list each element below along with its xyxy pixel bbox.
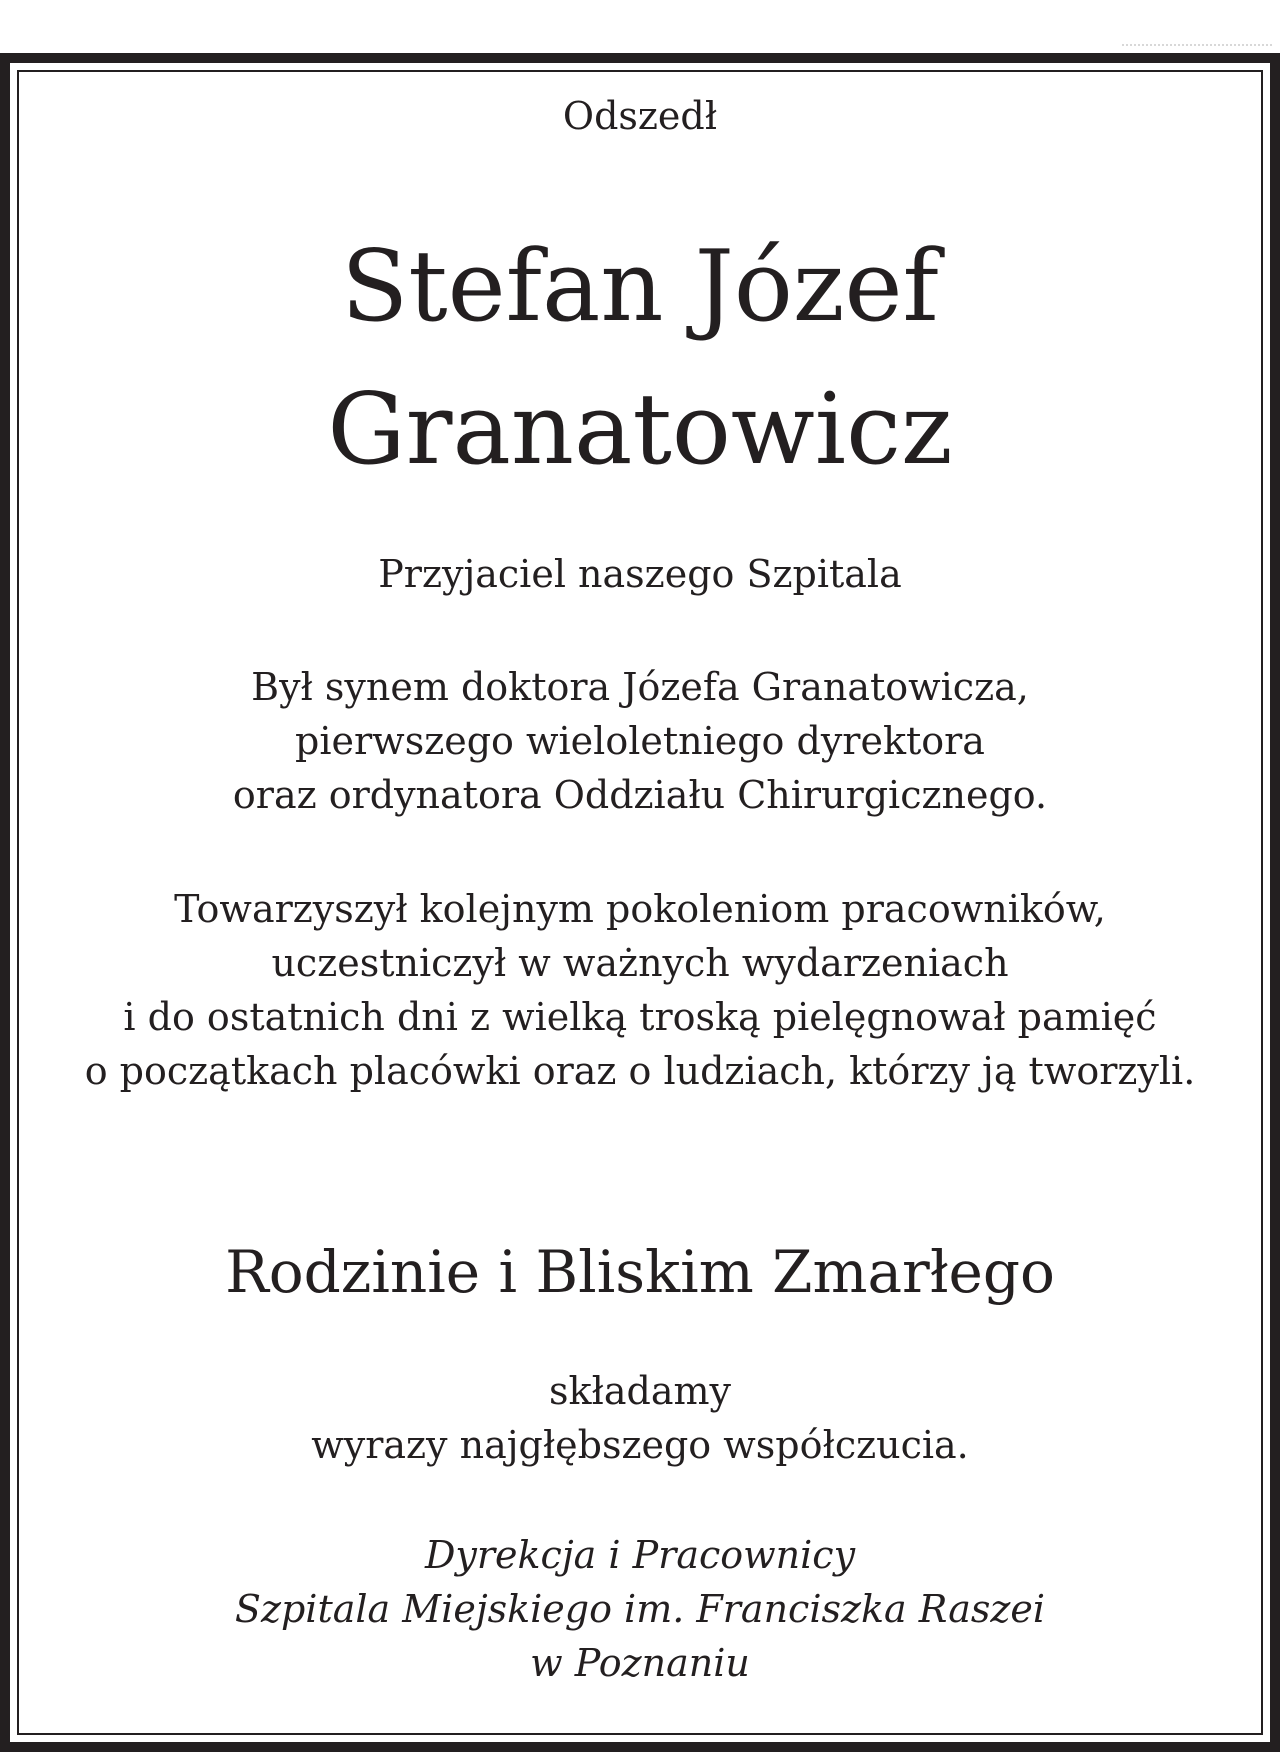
tribute-line: o początkach placówki oraz o ludziach, którzy ją tworzyli.: [84, 1049, 1196, 1093]
signature-line: Szpitala Miejskiego im. Franciszka Raszei: [234, 1587, 1046, 1631]
signature-line: w Poznaniu: [530, 1641, 750, 1685]
tribute-line: Towarzyszył kolejnym pokoleniom pracowników,: [174, 887, 1106, 931]
condolence-heading: Rodzinie i Bliskim Zmarłego: [225, 1238, 1055, 1306]
condolence-line: składamy: [549, 1369, 731, 1413]
tribute-line: i do ostatnich dni z wielką troską pielęgnował pamięć: [123, 995, 1157, 1039]
biography-line: oraz ordynatora Oddziału Chirurgicznego.: [232, 773, 1048, 817]
corner-scan-mark: [1122, 44, 1272, 50]
tribute-line: uczestniczył w ważnych wydarzeniach: [271, 941, 1009, 985]
biography-line: pierwszego wieloletniego dyrektora: [295, 719, 985, 763]
deceased-surname: Granatowicz: [327, 373, 953, 487]
relationship-subtitle: Przyjaciel naszego Szpitala: [378, 552, 902, 596]
condolence-line: wyrazy najgłębszego współczucia.: [311, 1423, 969, 1467]
intro-text: Odszedł: [562, 94, 718, 138]
biography-line: Był synem doktora Józefa Granatowicza,: [251, 665, 1029, 709]
signature-line: Dyrekcja i Pracownicy: [424, 1533, 856, 1577]
deceased-first-names: Stefan Józef: [341, 230, 939, 344]
